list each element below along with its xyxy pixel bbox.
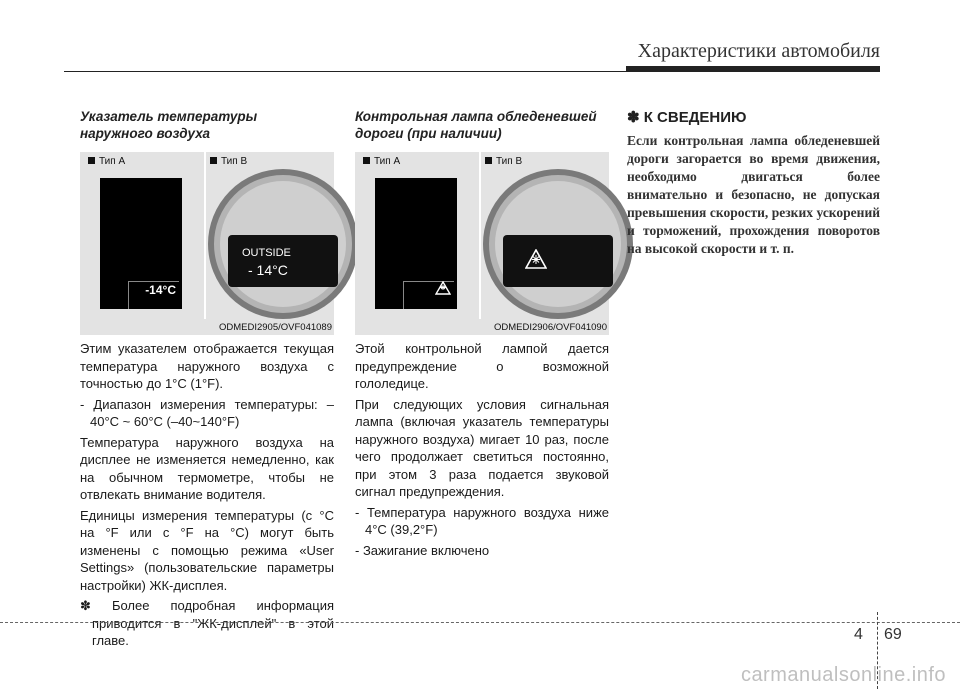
square-bullet-icon <box>210 157 217 164</box>
paragraph: При следующих условия сигнальная лампа (включая указатель температуры наружного воздуха) мигает 10 раз, после чего продолжает светиться постоянно, при этом 3 раза подается звуковой сигнал предупреждения. <box>355 396 609 499</box>
section-icy-road-title-1: Контрольная лампа обледеневшей <box>355 109 597 124</box>
footer-divider <box>0 622 960 623</box>
section-icy-road-body <box>355 340 609 562</box>
figure-icy-road <box>355 152 609 335</box>
paragraph-list-item: - Температура наружного воздуха ниже 4°C (39,2°F) <box>355 504 609 537</box>
instrument-gauge <box>483 169 633 319</box>
gauge-face <box>220 181 346 307</box>
section-icy-road <box>355 108 609 142</box>
section-outside-temp-title-2: наружного воздуха <box>80 126 211 141</box>
gauge-temperature: - 14°C <box>248 262 288 278</box>
figure-label-type-b: Тип B <box>485 156 522 167</box>
gauge-display-window <box>503 235 613 287</box>
section-outside-temp <box>80 108 334 142</box>
square-bullet-icon <box>485 157 492 164</box>
header-divider-thin <box>64 71 626 72</box>
gauge-display-window <box>228 235 338 287</box>
gauge-face <box>495 181 621 307</box>
lcd-display <box>375 178 457 309</box>
paragraph: Этой контрольной лампой дается предупреждение о возможной гололедице. <box>355 341 609 391</box>
lcd-segment-line <box>403 282 404 309</box>
paragraph: Этим указателем отображается текущая температура наружного воздуха с точностью до 1°C (1°F). <box>80 341 334 391</box>
header-divider-thick <box>626 66 880 72</box>
lcd-segment-line <box>128 282 129 309</box>
paragraph: Температура наружного воздуха на дисплее не изменяется немедленно, как на обычном термометре, чтобы не отвлекать внимание водителя. <box>80 434 334 502</box>
figure-divider <box>479 152 481 319</box>
watermark: carmanualsonline.info <box>740 664 946 686</box>
figure-code: ODMEDI2905/OVF041089 <box>218 322 332 333</box>
instrument-gauge <box>208 169 358 319</box>
paragraph: Единицы измерения температуры (с °C на °F или с °F на °C) могут быть изменены с помощью режима «User Settings» (пользовательские параметры настройки) ЖК-дисплея. <box>80 507 334 593</box>
header-title: Характеристики автомобиля <box>637 40 880 62</box>
page-number: 69 <box>884 626 902 643</box>
lcd-separator <box>128 281 179 282</box>
paragraph-note: ✽ Более подробная информация приводится в "ЖК-дисплей" в этой главе. <box>80 598 334 648</box>
section-outside-temp-body <box>80 340 334 653</box>
gauge-outside-label: OUTSIDE <box>242 247 291 259</box>
figure-label-type-a: Тип A <box>88 156 125 167</box>
figure-label-type-a: Тип A <box>363 156 400 167</box>
chapter-number: 4 <box>854 626 863 643</box>
paragraph-list-item: - Диапазон измерения температуры: –40°C ~ 60°C (–40~140°F) <box>80 396 334 429</box>
figure-label-type-b: Тип B <box>210 156 247 167</box>
figure-outside-temp <box>80 152 334 335</box>
caution-text: Если контрольная лампа обледеневшей дороги загорается во время движения, необходимо двигаться более внимательно и безопасно, не допуская превышения скорости, резких ускорений и торможений, прохождения поворотов на высокой скорости и т. п. <box>627 133 880 256</box>
caution-title: ✽ К СВЕДЕНИЮ <box>627 109 747 126</box>
paragraph-list-item: - Зажигание включено <box>355 542 490 558</box>
section-outside-temp-title-1: Указатель температуры <box>80 109 258 124</box>
square-bullet-icon <box>88 157 95 164</box>
lcd-temperature: -14°C <box>145 283 176 297</box>
lcd-display <box>100 178 182 309</box>
caution-note <box>627 108 880 258</box>
icy-road-warning-icon <box>435 281 451 298</box>
section-icy-road-title-2: дороги (при наличии) <box>355 126 502 141</box>
icy-road-warning-icon <box>525 249 547 274</box>
figure-code: ODMEDI2906/OVF041090 <box>493 322 607 333</box>
figure-divider <box>204 152 206 319</box>
square-bullet-icon <box>363 157 370 164</box>
